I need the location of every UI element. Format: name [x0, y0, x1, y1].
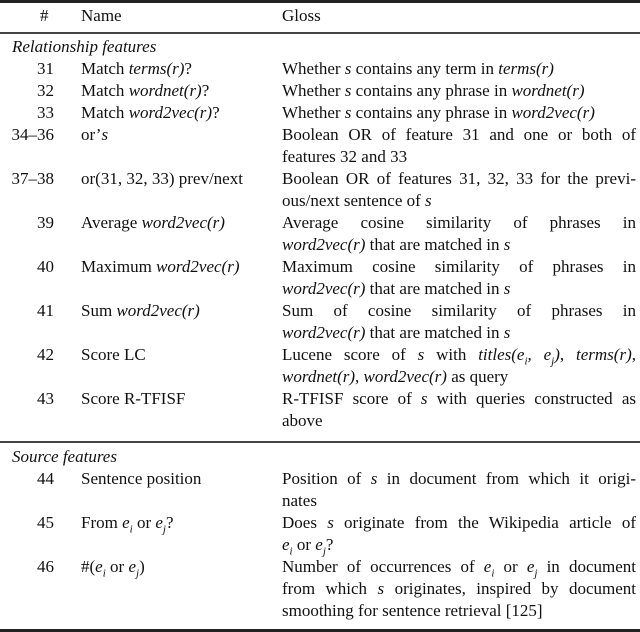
- gloss-line: from which s originates, inspired by document: [282, 579, 637, 598]
- feature-name: From $e_i$ or $e_j$?: [81, 513, 174, 536]
- feature-gloss: [282, 556, 636, 622]
- gloss-line: above: [282, 411, 323, 430]
- gloss-line: Sum of cosine similarity of phrases in: [282, 301, 636, 320]
- gloss-line: word2vec(r) that are matched in s: [282, 323, 511, 342]
- top-rule: [0, 0, 640, 3]
- gloss-line: Whether s contains any phrase in word2vec(r): [282, 103, 595, 122]
- feature-name: Match word2vec(r)?: [81, 103, 220, 122]
- feature-number: 33: [37, 103, 54, 122]
- feature-name: Score R-TFISF: [81, 389, 186, 408]
- gloss-line: smoothing for sentence retrieval [125]: [282, 601, 543, 620]
- feature-name: Match wordnet(r)?: [81, 81, 210, 100]
- gloss-line: ous/next sentence of s: [282, 191, 432, 210]
- feature-gloss: [282, 212, 636, 256]
- column-header-name: Name: [81, 6, 122, 25]
- section-divider-rule: [0, 441, 640, 443]
- header-rule: [0, 32, 640, 34]
- feature-name: or(31, 32, 33) prev/next: [81, 169, 243, 188]
- feature-gloss: [282, 102, 636, 124]
- feature-number: 43: [37, 389, 54, 408]
- gloss-line: nates: [282, 491, 317, 510]
- feature-name: Sentence position: [81, 469, 202, 488]
- gloss-line: Whether s contains any term in terms(r): [282, 59, 554, 78]
- gloss-line: Number of occurrences of $e_i$ or $e_j$ in document: [282, 557, 636, 580]
- feature-name: $\#(e_i$ or $e_j$): [81, 557, 145, 580]
- gloss-line: features 32 and 33: [282, 147, 408, 166]
- feature-number: 41: [37, 301, 54, 320]
- section-title: Relationship features: [12, 37, 157, 56]
- feature-gloss: [282, 300, 636, 344]
- column-header-num: #: [40, 6, 49, 25]
- feature-number: 31: [37, 59, 54, 78]
- gloss-line: $e_i$ or $e_j$?: [282, 535, 334, 558]
- feature-gloss: [282, 468, 636, 512]
- feature-number: 42: [37, 345, 54, 364]
- gloss-line: word2vec(r) that are matched in s: [282, 235, 511, 254]
- feature-number: 40: [37, 257, 54, 276]
- feature-gloss: [282, 512, 636, 556]
- feature-number: 39: [37, 213, 54, 232]
- gloss-line: Boolean OR of features 31, 32, 33 for the previ-: [282, 169, 636, 188]
- gloss-line: Position of s in document from which it origi-: [282, 469, 636, 488]
- feature-name: Sum word2vec(r): [81, 301, 200, 320]
- feature-number: 34–36: [11, 125, 54, 144]
- gloss-line: wordnet(r), word2vec(r) as query: [282, 367, 509, 386]
- gloss-line: Average cosine similarity of phrases in: [282, 213, 636, 232]
- feature-number: 44: [37, 469, 54, 488]
- feature-name: Match terms(r)?: [81, 59, 192, 78]
- gloss-line: Whether s contains any phrase in wordnet(r): [282, 81, 585, 100]
- section-title: Source features: [12, 447, 117, 466]
- gloss-line: Does s originate from the Wikipedia article of: [282, 513, 636, 532]
- feature-name: Average word2vec(r): [81, 213, 225, 232]
- feature-gloss: [282, 256, 636, 300]
- feature-gloss: [282, 388, 636, 432]
- gloss-line: Boolean OR of feature 31 and one or both of: [282, 125, 636, 144]
- gloss-line: Lucene score of s with $titles(e_i$, $e_j$), terms(r),: [282, 345, 636, 368]
- feature-number: 45: [37, 513, 54, 532]
- feature-gloss: [282, 80, 636, 102]
- gloss-line: word2vec(r) that are matched in s: [282, 279, 511, 298]
- feature-gloss: [282, 168, 636, 212]
- feature-number: 46: [37, 557, 54, 576]
- gloss-line: Maximum cosine similarity of phrases in: [282, 257, 636, 276]
- feature-gloss: [282, 344, 636, 388]
- feature-gloss: [282, 58, 636, 80]
- feature-number: 32: [37, 81, 54, 100]
- column-header-gloss: Gloss: [282, 6, 321, 25]
- feature-gloss: [282, 124, 636, 168]
- feature-name: Score LC: [81, 345, 146, 364]
- feature-number: 37–38: [11, 169, 54, 188]
- feature-name: Maximum word2vec(r): [81, 257, 240, 276]
- gloss-line: R-TFISF score of s with queries constructed as: [282, 389, 636, 408]
- feature-name: or’s: [81, 125, 109, 144]
